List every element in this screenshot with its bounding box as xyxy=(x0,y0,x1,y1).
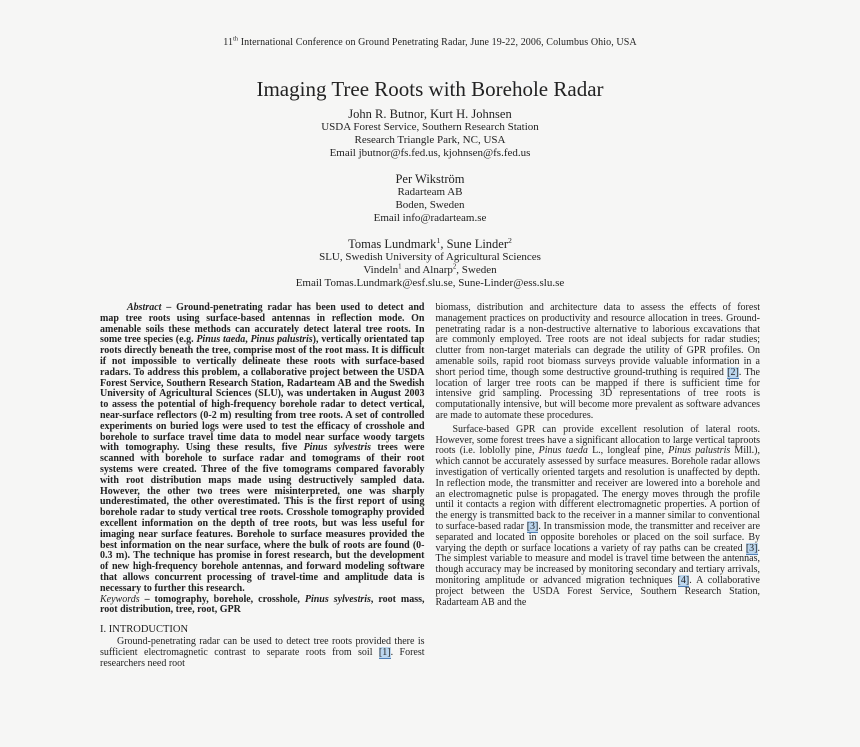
text-run: Surface-based GPR can provide excellent resolution of lateral roots. However, some forest trees have a significant allocation to large vertical taproots roots (i.e. loblolly pine, xyxy=(435,423,760,457)
page-title: Imaging Tree Roots with Borehole Radar xyxy=(256,77,604,101)
citation-link[interactable]: [4] xyxy=(677,574,690,586)
text-run: L., longleaf pine, xyxy=(587,445,669,457)
text-run: . The location of larger tree roots can be mapped if there is sufficient time for intensive grid sampling. Processing 3D representations of tree roots is computationally intensive, but will become more prevalent as software advances are made to automate these procedures. xyxy=(435,366,761,421)
text-run: , Sweden xyxy=(456,264,497,276)
text-run: biomass, distribution and architecture data to assess the effects of forest management practices on productivity and resource allocation in trees. Ground-penetrating radar is a non-destructive alternative to laborious excavations that are commonly employed. Tree roots are not ideal subjects for radar studies; clutter from non-target materials can degrade the utility of GPR profiles. On amenable soils, rapid root biomass surveys provide valuable information in a short period time, though some destructive ground-truthing is required xyxy=(435,302,760,378)
text-run: Research Triangle Park, NC, USA xyxy=(354,134,506,146)
text-run: Mill.), which cannot be accurately assessed by surface measures. Borehole radar allows investigation of vertically oriented targets and resolution is unaffected by depth. In reflection mode, the transmitter and receiver are lowered into a borehole and an electromagnetic pulse is propagated. The energy moves through the profile until it contacts a region with different electromagnetic properties. A portion of the energy is transmitted back to the receiver in a manner similar to conventional to surface-based radar xyxy=(435,445,760,532)
author-section xyxy=(100,107,760,290)
text-run: Email Tomas.Lundmark@esf.slu.se, Sune-Linder@ess.slu.se xyxy=(295,277,565,289)
author-email xyxy=(100,147,760,160)
text-run: . A collaborative project between the USDA Forest Service, Southern Research Station, Radarteam AB and the xyxy=(435,574,760,608)
author-location xyxy=(100,134,760,147)
text-run: Pinus taeda xyxy=(196,334,246,346)
text-run: USDA Forest Service, Southern Research Station xyxy=(321,121,539,133)
author-affiliation xyxy=(100,186,760,199)
text-run: International Conference on Ground Penetrating Radar, June 19-22, 2006, Columbus Ohio, USA xyxy=(238,37,637,48)
text-run: 1 xyxy=(436,235,441,245)
text-run: Email jbutnor@fs.fed.us, kjohnsen@fs.fed.us xyxy=(329,147,531,159)
author-email xyxy=(100,277,760,290)
text-run: – tomography, borehole, crosshole, xyxy=(139,593,305,605)
text-run: John R. Butnor, Kurt H. Johnsen xyxy=(348,107,512,121)
right-column xyxy=(436,303,761,670)
text-run: Email info@radarteam.se xyxy=(373,212,487,224)
section-heading-introduction: I. INTRODUCTION xyxy=(100,624,189,636)
author-names xyxy=(100,107,760,121)
author-block xyxy=(100,107,760,160)
abstract-paragraph xyxy=(100,303,425,595)
citation-link[interactable]: [2] xyxy=(727,366,739,378)
left-column xyxy=(100,303,425,670)
text-run: Pinus sylvestris xyxy=(303,442,372,454)
text-run: . Forest researchers need root xyxy=(100,646,425,669)
author-names xyxy=(100,172,760,186)
text-run: trees were scanned with borehole to surface radar and tomograms of their root systems were created. Three of the five tomograms compared favorably with root distribution maps made using destructively sampled data. However, the other two trees were misinterpreted, one was sharply underestimated, the other overestimated. This is the first report of using borehole radar to study vertical tree roots. Crosshole tomography provided excellent information on the depth of tree roots, but was less useful for imaging near surface features. Borehole to surface measures provided the best information on the near surface, where the bulk of roots are found (0-0.3 m). The technique has promise in forest research, but the development of new high-frequency borehole antennas, and forward modeling software that allows concurrent processing of travel-time and amplitude data is necessary to further this research. xyxy=(100,442,425,594)
text-run: Pinus palustris xyxy=(250,334,313,346)
text-run: Boden, Sweden xyxy=(395,199,465,211)
text-run: and Alnarp xyxy=(401,264,453,276)
author-affiliation xyxy=(100,121,760,134)
text-run: Abstract xyxy=(127,302,162,313)
text-run: Pinus sylvestris xyxy=(304,593,371,605)
text-run: Pinus taeda xyxy=(538,445,588,457)
citation-link[interactable]: [3] xyxy=(745,542,758,554)
author-block xyxy=(100,172,760,225)
text-run: , root mass, root distribution, tree, root, GPR xyxy=(100,593,425,616)
body-paragraph xyxy=(436,303,761,422)
text-run: Ground-penetrating radar can be used to detect tree roots provided there is sufficient electromagnetic contrast to separate roots from soil xyxy=(100,636,425,658)
conference-header xyxy=(100,37,760,49)
citation-link[interactable]: [3] xyxy=(526,520,539,532)
author-location xyxy=(100,264,760,277)
text-run: Pinus palustris xyxy=(668,445,731,457)
text-run: 2 xyxy=(508,235,512,245)
text-run: 2 xyxy=(452,263,457,271)
two-column-body xyxy=(100,303,760,670)
text-run: . In transmission mode, the transmitter and receiver are separated and located in opposite boreholes or placed on the soil surface. By varying the depth or surface locations a variety of ray paths can be created xyxy=(435,520,761,554)
author-names xyxy=(100,237,760,251)
text-run: Vindeln xyxy=(363,264,399,276)
text-run: Radarteam AB xyxy=(397,186,463,198)
keywords-paragraph xyxy=(100,595,425,617)
text-run: Tomas Lundmark xyxy=(348,237,437,251)
author-email xyxy=(100,212,760,225)
text-run: th xyxy=(233,35,239,43)
author-block xyxy=(100,237,760,290)
body-paragraph xyxy=(436,425,761,609)
text-run: Per Wikström xyxy=(395,172,465,186)
text-run: , Sune Linder xyxy=(440,237,509,251)
text-run: . The simplest variable to measure and model is travel time between the antennas, though accuracy may be increased by monitoring secondary and tertiary arrivals, monitoring amplitude or advanced migration techniques xyxy=(435,542,760,586)
text-run: Keywords xyxy=(100,593,140,605)
citation-link[interactable]: [1] xyxy=(378,646,391,658)
text-run: SLU, Swedish University of Agricultural Sciences xyxy=(319,251,541,263)
introduction-paragraph xyxy=(100,637,425,669)
text-run: 11 xyxy=(223,37,234,48)
text-run: ), vertically orientated tap roots directly beneath the tree, comprise most of the root mass. It is difficult if not impossible to vertically delineate these roots with surface-based radars. To address this problem, a collaborative project between the USDA Forest Service, Southern Research Station, Radarteam AB and the Swedish University of Agricultural Sciences (SLU), was undertaken in August 2003 to assess the potential of high-frequency borehole radar to detect vertical, near-surface reflectors (0-2 m) resulting from tree roots. A set of controlled experiments on buried logs were used to test the efficacy of crosshole and borehole to surface travel time data to model near surface woody targets with tomography. Using these results, five xyxy=(100,334,425,454)
author-affiliation xyxy=(100,251,760,264)
text-run: 1 xyxy=(398,263,402,271)
text-run: – Ground-penetrating radar has been used to detect and map tree roots using surface-based antennas in reflection mode. On amenable soils these methods can accurately detect lateral tree roots. In some tree species (e.g. xyxy=(100,302,425,346)
author-location xyxy=(100,199,760,212)
text-run: , xyxy=(245,334,251,346)
